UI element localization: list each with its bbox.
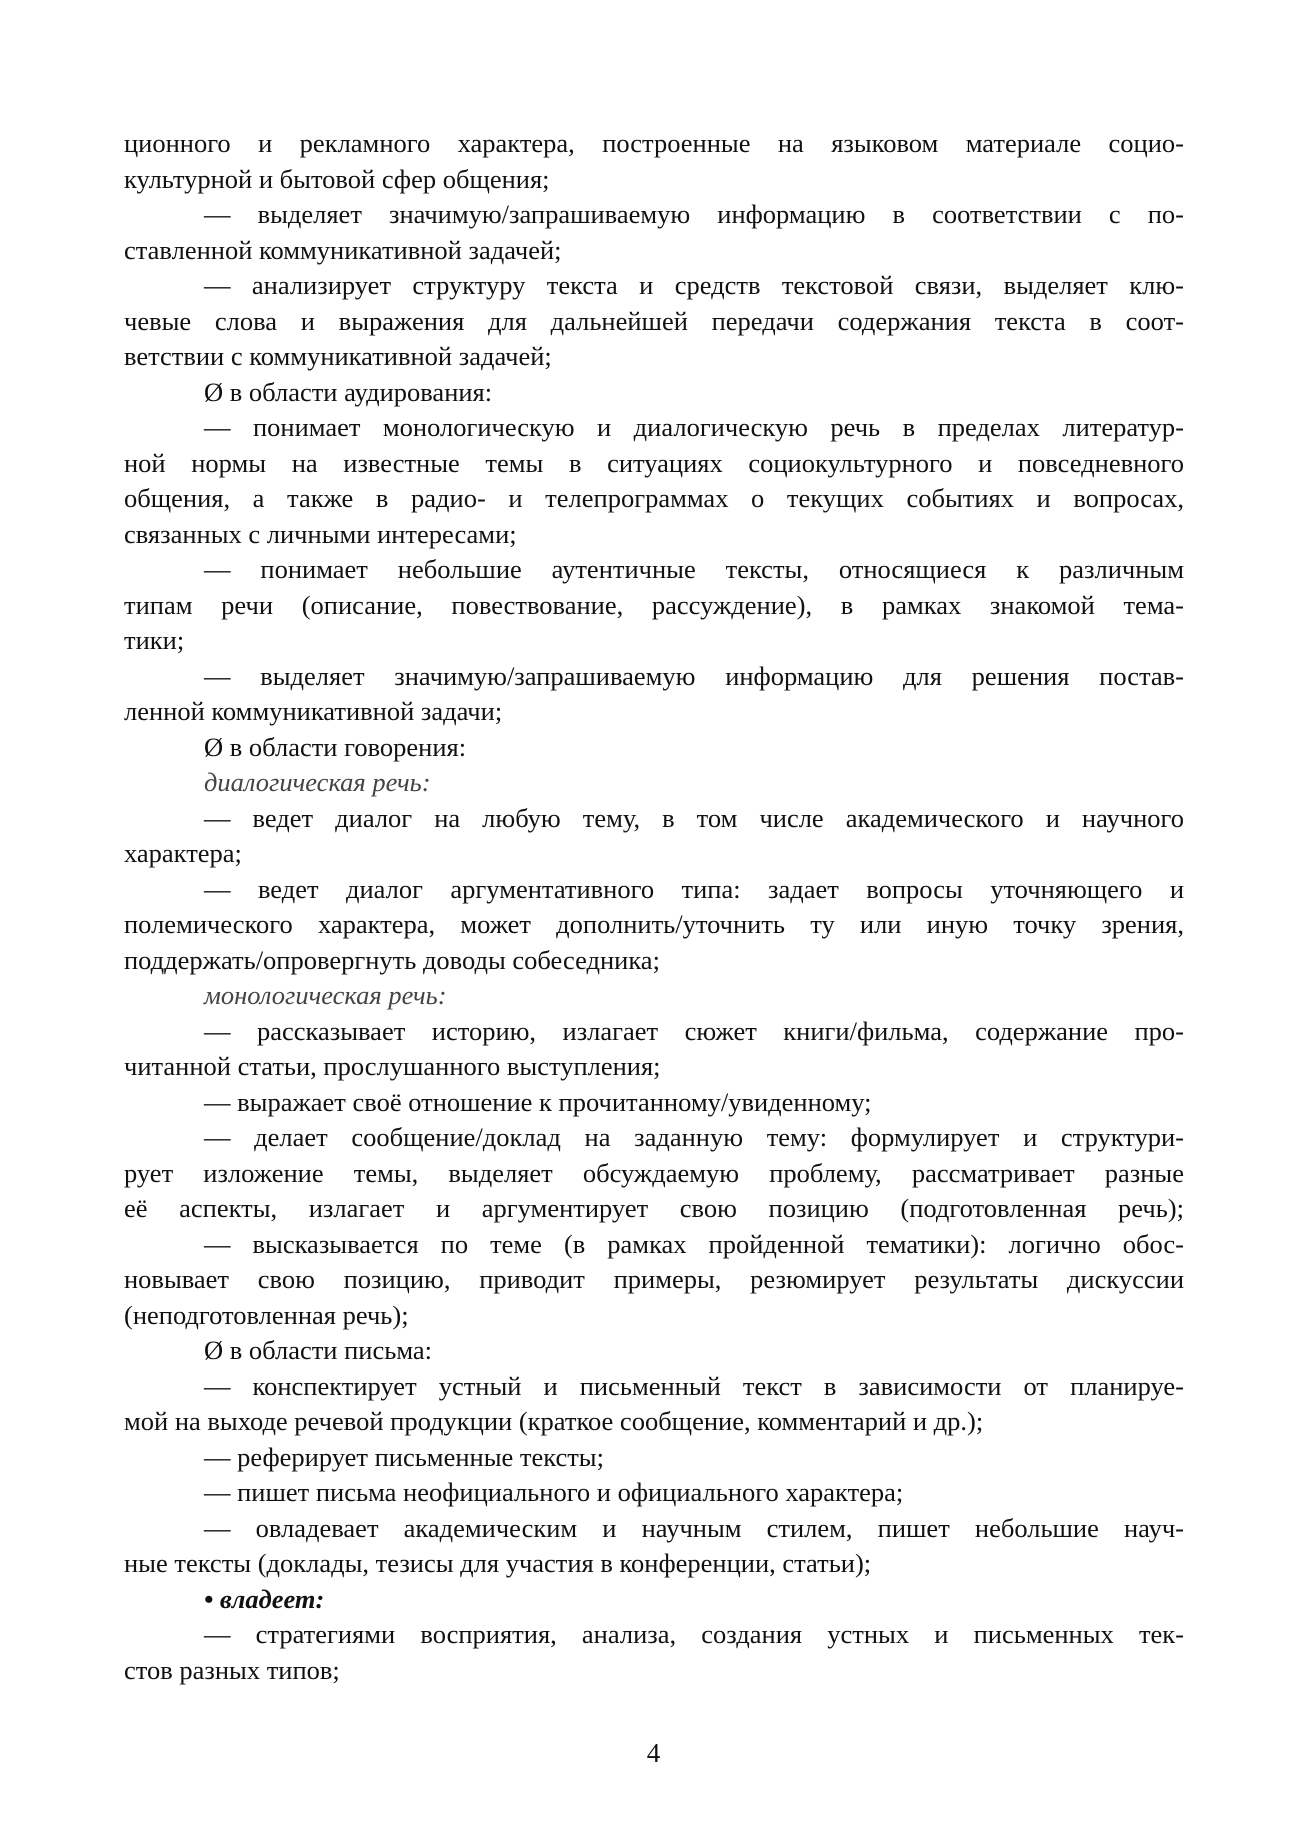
text-line: ные тексты (доклады, тезисы для участия в конференции, статьи); [124, 1548, 872, 1578]
text-line: Ø в области аудирования: [204, 376, 493, 407]
text-line: — ведет диалог аргументативного типа: задает вопросы уточняющего и [204, 873, 1184, 904]
text-line: ставленной коммуникативной задачей; [124, 234, 562, 265]
text-line: культурной и бытовой сфер общения; [124, 163, 550, 194]
text-line: тики; [124, 625, 185, 655]
text-line: её аспекты, излагает и аргументирует свою позицию (подготовленная речь); [124, 1193, 1184, 1223]
text-line: полемического характера, может дополнить/уточнить ту или иную точку зрения, [124, 909, 1184, 939]
text-line: чевые слова и выражения для дальнейшей передачи содержания текста в соот- [124, 305, 1184, 336]
text-line: ной нормы на известные темы в ситуациях социокультурного и повседневного [124, 447, 1184, 478]
text-line: — пишет письма неофициального и официального характера; [204, 1477, 904, 1507]
text-line: поддержать/опровергнуть доводы собеседника; [124, 944, 660, 975]
text-line: — ведет диалог на любую тему, в том числе академического и научного [204, 802, 1184, 833]
text-line: новывает свою позицию, приводит примеры, резюмирует результаты дискуссии [124, 1264, 1184, 1294]
text-line: — понимает монологическую и диалогическую речь в пределах литератур- [204, 412, 1184, 442]
text-line: связанных с личными интересами; [124, 518, 517, 549]
section-bullet-line: • владеет: [204, 1583, 325, 1614]
text-line: (неподготовленная речь); [124, 1299, 409, 1330]
text-line: — реферирует письменные тексты; [204, 1441, 604, 1472]
text-line: общения, а также в радио- и телепрограммах о текущих событиях и вопросах, [124, 483, 1184, 513]
text-line: ционного и рекламного характера, построенные на языковом материале социо- [124, 128, 1184, 158]
text-line: ветствии с коммуникативной задачей; [124, 341, 552, 371]
text-line: ленной коммуникативной задачи; [124, 696, 503, 726]
page-number: 4 [646, 1738, 661, 1768]
text-line: — конспектирует устный и письменный текст в зависимости от планируе- [204, 1370, 1184, 1401]
text-line: рует изложение темы, выделяет обсуждаемую проблему, рассматривает разные [124, 1157, 1184, 1188]
text-line: характера; [124, 838, 242, 868]
text-line: читанной статьи, прослушанного выступления; [124, 1051, 661, 1081]
text-line: типам речи (описание, повествование, рассуждение), в рамках знакомой тема- [124, 589, 1184, 620]
text-line: — стратегиями восприятия, анализа, создания устных и письменных тек- [204, 1619, 1184, 1649]
subheading-line: монологическая речь: [204, 980, 447, 1010]
text-line: — выделяет значимую/запрашиваемую информацию в соответствии с по- [204, 199, 1184, 229]
text-line: — овладевает академическим и научным стилем, пишет небольшие науч- [204, 1512, 1184, 1543]
text-line: — понимает небольшие аутентичные тексты, относящиеся к различным [204, 554, 1184, 584]
text-line: — выражает своё отношение к прочитанному/увиденному; [204, 1086, 872, 1117]
text-line: — высказывается по теме (в рамках пройденной тематики): логично обос- [204, 1228, 1184, 1259]
subheading-line: диалогическая речь: [204, 767, 431, 797]
text-line: Ø в области письма: [204, 1335, 433, 1365]
text-line: — анализирует структуру текста и средств текстовой связи, выделяет клю- [204, 270, 1184, 300]
text-line: Ø в области говорения: [204, 731, 467, 762]
text-line: — выделяет значимую/запрашиваемую информацию для решения постав- [204, 660, 1184, 691]
text-line: — делает сообщение/доклад на заданную тему: формулирует и структури- [204, 1122, 1184, 1152]
text-line: — рассказывает историю, излагает сюжет книги/фильма, содержание про- [204, 1015, 1184, 1046]
page-body [124, 126, 1184, 1688]
text-line: мой на выходе речевой продукции (краткое сообщение, комментарий и др.); [124, 1406, 984, 1436]
text-line: стов разных типов; [124, 1654, 340, 1685]
